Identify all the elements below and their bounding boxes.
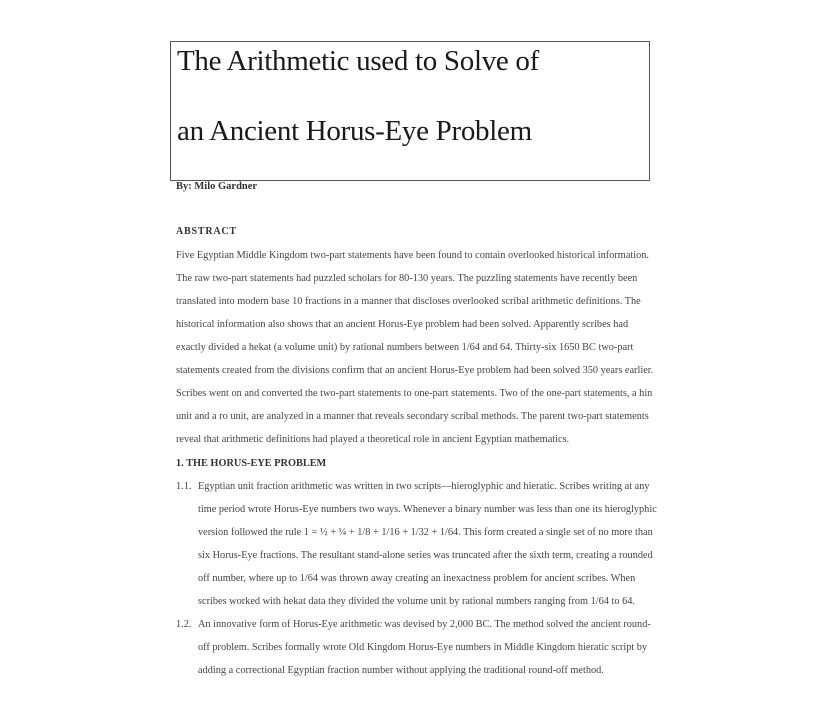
abstract-line: translated into modern base 10 fractions in a manner that discloses overlooked scribal arithmetic definitions. The (176, 296, 641, 307)
paragraph-line: scribes worked with hekat data they divided the volume unit by rational numbers ranging from 1/64 to 64. (198, 596, 635, 607)
title-line-2: an Ancient Horus-Eye Problem (177, 115, 532, 147)
paragraph-number: 1.1. (176, 481, 192, 492)
abstract-line: Scribes went on and converted the two-part statements to one-part statements. Two of the one-part statements, a hin (176, 388, 653, 399)
paragraph-line: version followed the rule 1 = ½ + ¼ + 1/8 + 1/16 + 1/32 + 1/64. This form created a single set of no more than (198, 527, 653, 538)
abstract-line: historical information also shows that an ancient Horus-Eye problem had been solved. Apparently scribes had (176, 319, 629, 330)
paragraph-line: time period wrote Horus-Eye numbers two ways. Whenever a binary number was less than one its hieroglyphic (198, 504, 657, 515)
abstract-line: unit and a ro unit, are analyzed in a manner that reveals secondary scribal methods. The parent two-part statements (176, 411, 649, 422)
abstract-line: statements created from the divisions confirm that an ancient Horus-Eye problem had been solved 350 years earlier. (176, 365, 654, 376)
abstract-line: The raw two-part statements had puzzled scholars for 80-130 years. The puzzling statements have recently been (176, 273, 638, 284)
paragraph-number: 1.2. (176, 619, 192, 630)
paragraph-line: off number, where up to 1/64 was thrown away creating an inexactness problem for ancient scribes. When (198, 573, 636, 584)
abstract-line: Five Egyptian Middle Kingdom two-part statements have been found to contain overlooked historical information. (176, 250, 649, 261)
paragraph-line: off problem. Scribes formally wrote Old Kingdom Horus-Eye numbers in Middle Kingdom hieratic script by (198, 642, 648, 653)
author-byline: By: Milo Gardner (176, 181, 258, 192)
abstract-heading: ABSTRACT (176, 226, 237, 237)
paragraph-line: adding a correctional Egyptian fraction number without applying the traditional round-off method. (198, 665, 604, 676)
section-heading: 1. THE HORUS-EYE PROBLEM (176, 458, 327, 469)
paragraph-line: six Horus-Eye fractions. The resultant stand-alone series was truncated after the sixth term, creating a rounded (198, 550, 653, 561)
paragraph-line: An innovative form of Horus-Eye arithmetic was devised by 2,000 BC. The method solved the ancient round- (198, 619, 651, 630)
abstract-line: exactly divided a hekat (a volume unit) by rational numbers between 1/64 and 64. Thirty-six 1650 BC two-part (176, 342, 634, 353)
title-line-1: The Arithmetic used to Solve of (177, 45, 539, 77)
abstract-line: reveal that arithmetic definitions had played a theoretical role in ancient Egyptian mathematics. (176, 434, 570, 445)
title-box (170, 41, 650, 181)
paragraph-line: Egyptian unit fraction arithmetic was written in two scripts—hieroglyphic and hieratic. Scribes writing at any (198, 481, 650, 492)
